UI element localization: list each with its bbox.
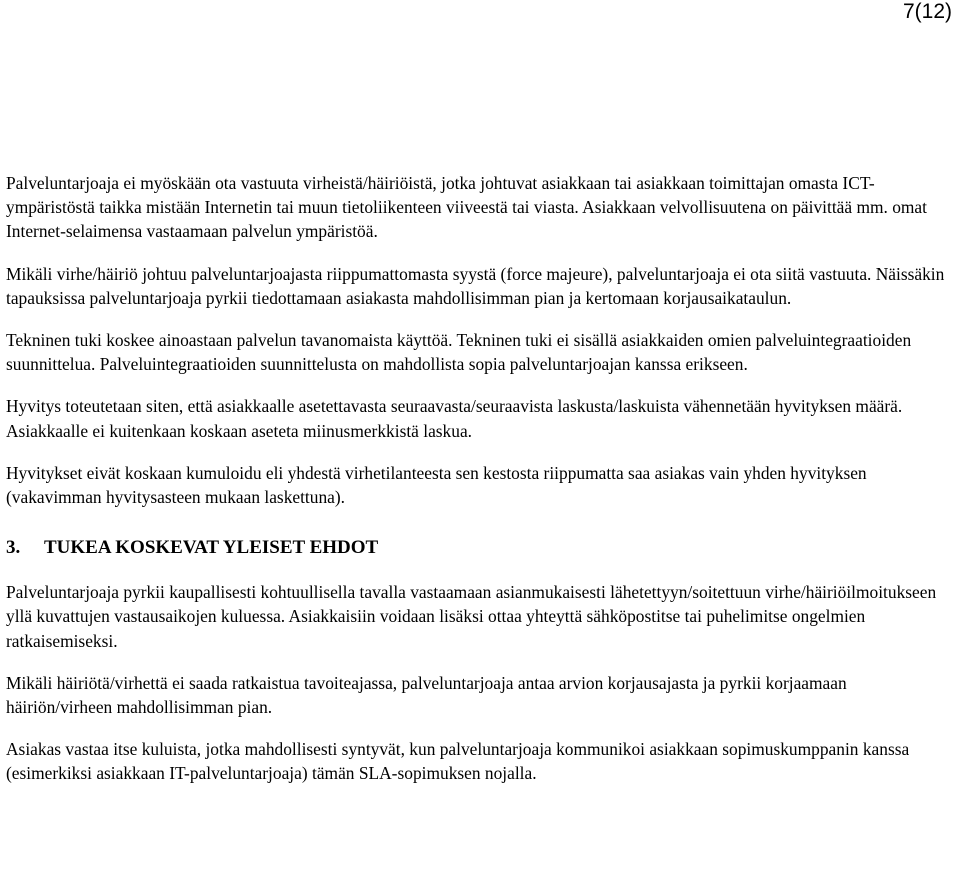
page-number: 7(12) [902, 0, 952, 23]
section-title: TUKEA KOSKEVAT YLEISET EHDOT [44, 537, 379, 559]
paragraph-response-times: Palveluntarjoaja pyrkii kaupallisesti kohtuullisella tavalla vastaamaan asianmukaisesti lähetettyyn/soitettuun virhe/häiriöilmoitukseen yllä kuvattujen vastausaikojen kuluessa. Asiakkaisiin voidaan lisäksi ottaa yhteyttä sähköpostitse tai puhelimitse ongelmien ratkaisemiseksi. [6, 582, 937, 651]
paragraph-technical-support: Tekninen tuki koskee ainoastaan palvelun tavanomaista käyttöä. Tekninen tuki ei sisällä asiakkaiden omien palveluintegraatioiden suunnittelua. Palveluintegraatioiden suunnittelusta on mahdollista sopia palveluntarjoajan kanssa erikseen. [6, 330, 912, 375]
paragraph-compensation: Hyvitys toteutetaan siten, että asiakkaalle asetettavasta seuraavasta/seuraavista laskusta/laskuista vähennetään hyvityksen määrä. Asiakkaalle ei kuitenkaan koskaan aseteta miinusmerkkistä laskua. [6, 396, 903, 441]
paragraph-customer-costs: Asiakas vastaa itse kuluista, jotka mahdollisesti syntyvät, kun palveluntarjoaja kommunikoi asiakkaan sopimuskumppanin kanssa (esimerkiksi asiakkaan IT-palveluntarjoaja) tämän SLA-sopimuksen nojalla. [6, 739, 910, 784]
paragraph-force-majeure: Mikäli virhe/häiriö johtuu palveluntarjoajasta riippumattomasta syystä (force majeure), palveluntarjoaja ei ota siitä vastuuta. Näissäkin tapauksissa palveluntarjoaja pyrkii tiedottamaan asiakasta mahdollisimman pian ja kertomaan korjausaikataulun. [6, 263, 945, 308]
paragraph-compensation-cumulation: Hyvitykset eivät koskaan kumuloidu eli yhdestä virhetilanteesta sen kestosta riippumatta saa asiakas vain yhden hyvityksen (vakavimman hyvitysasteen mukaan laskettuna). [6, 462, 867, 508]
section-number: 3. [6, 537, 21, 559]
section-heading [6, 536, 956, 560]
document-body [6, 171, 956, 804]
paragraph-fix-estimate: Mikäli häiriötä/virhettä ei saada ratkaistua tavoiteajassa, palveluntarjoaja antaa arvion korjausajasta ja pyrkii korjaamaan häiriön/virheen mahdollisimman pian. [6, 672, 847, 718]
paragraph-ict-responsibility: Palveluntarjoaja ei myöskään ota vastuuta virheistä/häiriöistä, jotka johtuvat asiakkaan tai asiakkaan toimittajan omasta ICT-ympäristöstä taikka mistään Internetin tai muun tietoliikenteen viiveestä tai viasta. Asiakkaan velvollisuutena on päivittää mm. omat Internet-selaimensa vastaamaan palvelun ympäristöä. [6, 173, 927, 242]
